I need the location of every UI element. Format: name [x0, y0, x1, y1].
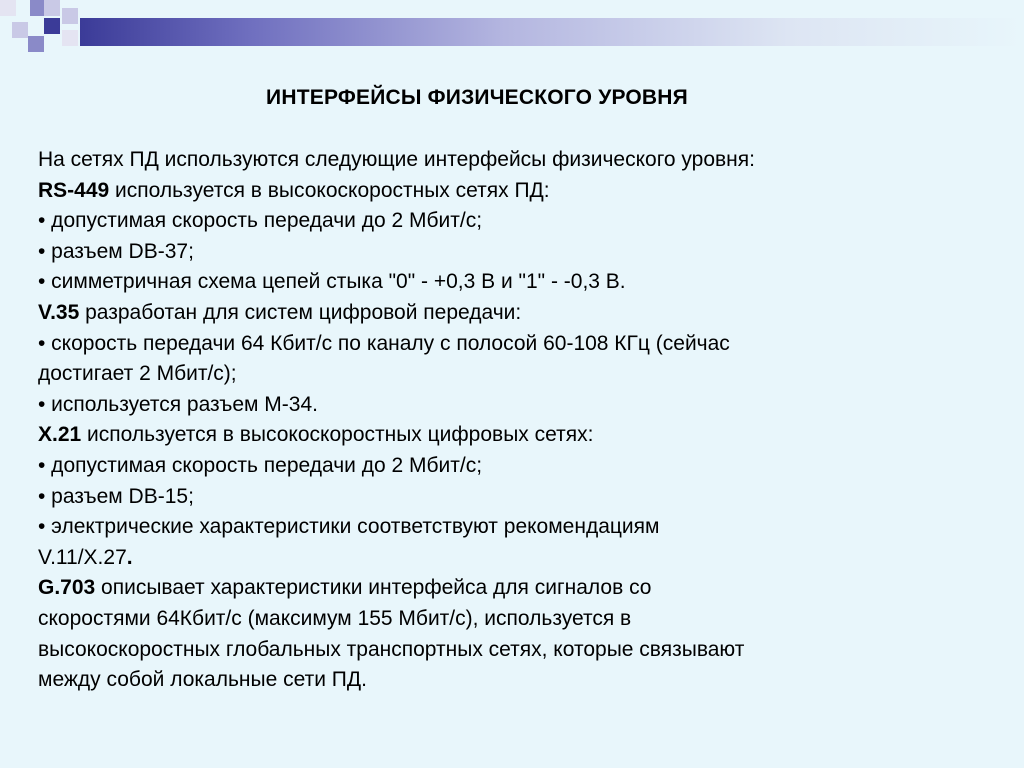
intro-line: На сетях ПД используются следующие интерфейсы физического уровня:	[38, 148, 755, 171]
x21-bullet: • допустимая скорость передачи до 2 Мбит/с;	[38, 453, 483, 477]
slide-body	[38, 145, 938, 696]
g703-line: высокоскоростных глобальных транспортных сетях, которые связывают	[38, 637, 745, 661]
decor-square	[44, 0, 60, 16]
g703-key: G.703	[38, 576, 96, 600]
x21-desc: используется в высокоскоростных цифровых сетях:	[81, 423, 594, 447]
g703-line: между собой локальные сети ПД.	[38, 668, 367, 692]
v35-heading	[38, 298, 938, 329]
x21-last-line	[38, 543, 938, 574]
x21-key: X.21	[38, 423, 82, 447]
x21-bullet: • разъем DB-15;	[38, 484, 194, 508]
x21-bullet: • электрические характеристики соответствуют рекомендациям	[38, 515, 660, 539]
decor-square	[44, 18, 60, 34]
decor-square	[62, 8, 78, 24]
decor-square	[62, 30, 78, 46]
x21-last-dot: .	[126, 545, 133, 569]
rs449-bullet: • допустимая скорость передачи до 2 Мбит/с;	[38, 209, 483, 233]
header-decoration	[0, 0, 1024, 62]
g703-desc: описывает характеристики интерфейса для сигналов со	[95, 576, 652, 600]
decor-square	[12, 22, 28, 38]
v35-desc: разработан для систем цифровой передачи:	[79, 300, 522, 324]
v35-bullet: достигает 2 Мбит/с);	[38, 362, 237, 386]
x21-standards: V.11/X.27	[38, 545, 127, 569]
decor-square	[28, 36, 44, 52]
slide-title: ИНТЕРФЕЙСЫ ФИЗИЧЕСКОГО УРОВНЯ	[266, 86, 688, 109]
g703-heading	[38, 573, 938, 604]
header-gradient-bar	[80, 18, 1024, 46]
x21-heading	[38, 420, 938, 451]
decor-square	[0, 0, 16, 16]
rs449-key: RS-449	[38, 178, 110, 202]
v35-bullet: • скорость передачи 64 Кбит/с по каналу с полосой 60-108 КГц (сейчас	[38, 331, 730, 355]
rs449-desc: используется в высокоскоростных сетях ПД:	[109, 178, 550, 202]
v35-bullet: • используется разъем М-34.	[38, 392, 318, 416]
g703-line: скоростями 64Кбит/с (максимум 155 Мбит/с), используется в	[38, 606, 632, 630]
rs449-bullet: • симметричная схема цепей стыка "0" - +0,3 В и "1" - -0,3 В.	[38, 270, 626, 294]
rs449-bullet: • разъем DB-37;	[38, 239, 194, 263]
v35-key: V.35	[38, 300, 80, 324]
rs449-heading	[38, 176, 938, 207]
